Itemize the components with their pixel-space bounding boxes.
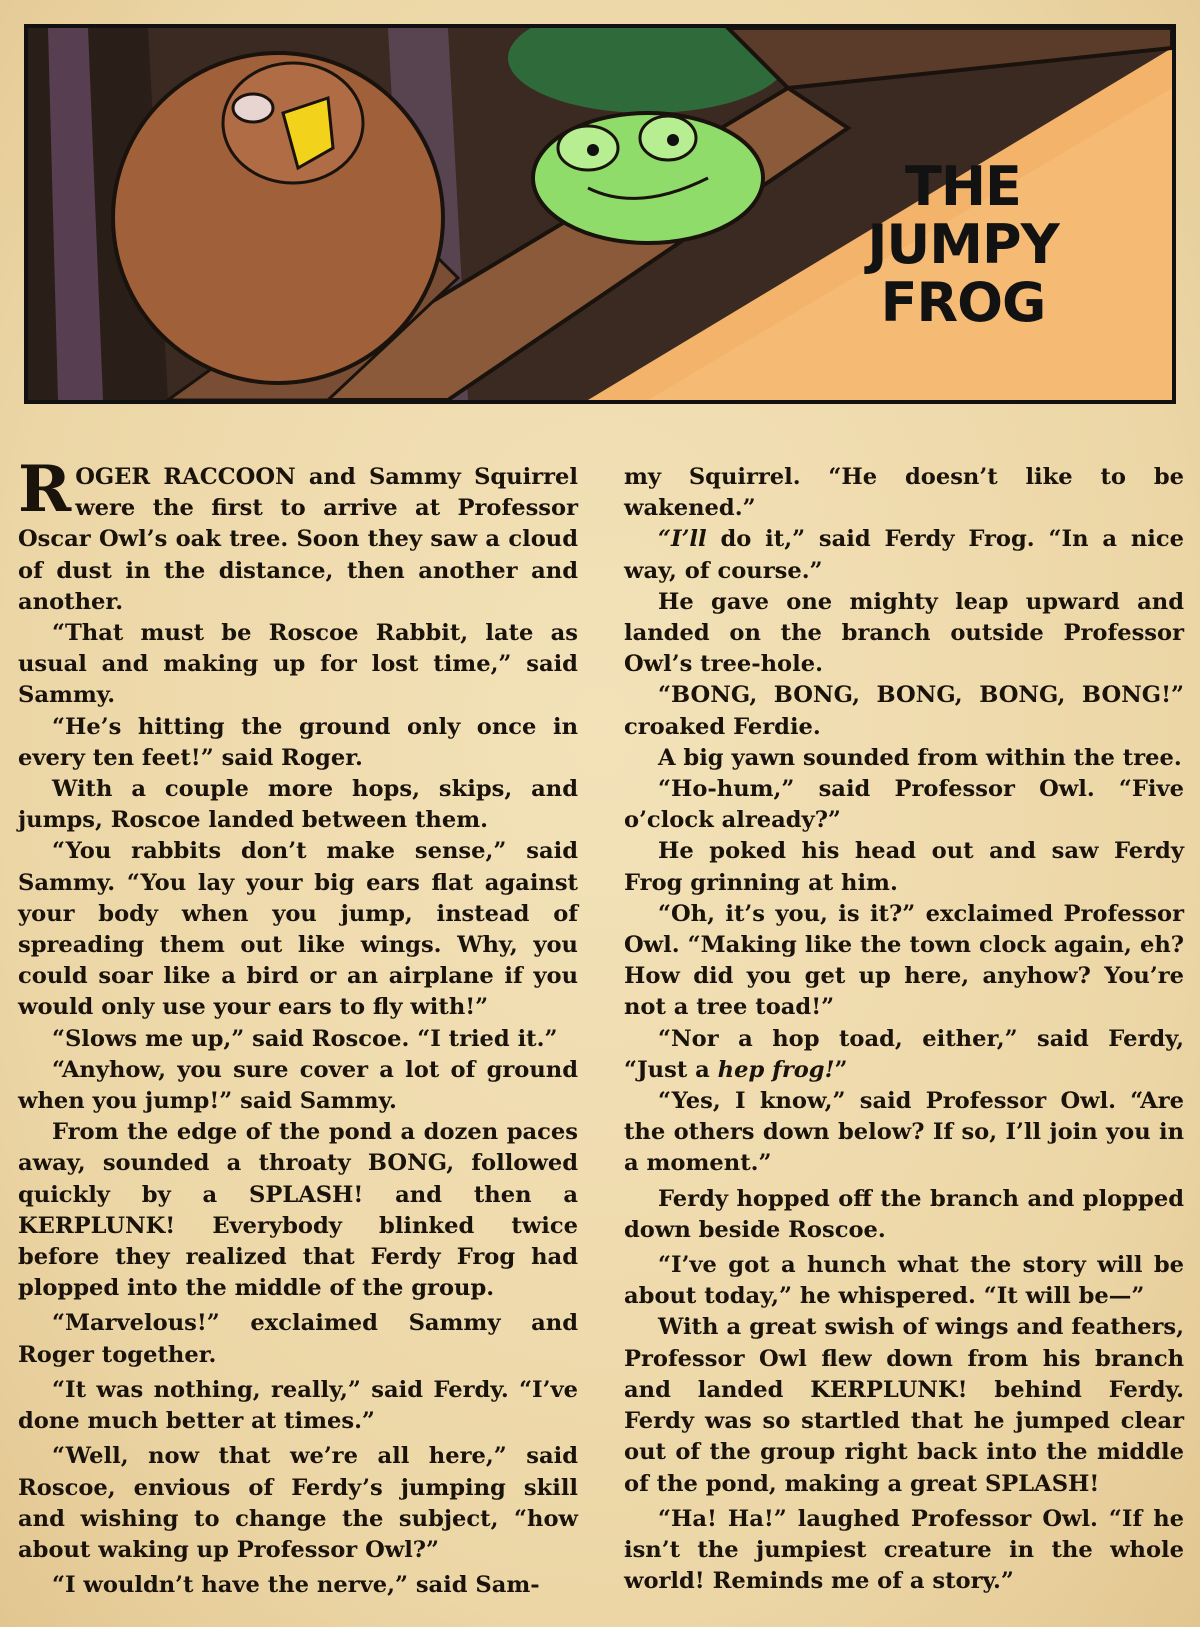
paragraph: A big yawn sounded from within the tree. (658, 744, 1182, 771)
paragraph (624, 1024, 1184, 1086)
lead-words: OGER RACCOON (75, 464, 296, 490)
paragraph: my Squirrel. “He doesn’t like to be wakened.” (624, 464, 1184, 522)
title-panel (24, 24, 1176, 404)
paragraph (624, 524, 1184, 586)
paragraph: He gave one mighty leap upward and landed on the branch outside Professor Owl’s tree-hole. (624, 588, 1184, 678)
paragraph: “Well, now that we’re all here,” said Roscoe, envious of Ferdy’s jumping skill and wishing to change the subject, “how about waking up Professor Owl?” (18, 1443, 578, 1563)
paragraph: “You rabbits don’t make sense,” said Sammy. “You lay your big ears flat against your body when you jump, instead of spreading them out like wings. Why, you could soar like a bird or an airplane if you would only use your ears to fly with!” (18, 838, 578, 1021)
title-line: JUMPY (867, 213, 1059, 276)
paragraph: Ferdy hopped off the branch and plopped down beside Roscoe. (624, 1185, 1184, 1243)
story-columns (18, 452, 1184, 1612)
paragraph: From the edge of the pond a dozen paces away, sounded a throaty BONG, followed quickly by a SPLASH! and then a KERPLUNK! Everybody blinked twice before they realized that Ferdy Frog had plopped into the middle of the group. (18, 1119, 578, 1302)
paragraph: “Oh, it’s you, is it?” exclaimed Professor Owl. “Making like the town clock again, eh? How did you get up here, anyhow? You’re not a tree toad!” (624, 900, 1184, 1021)
story-title (828, 155, 1098, 334)
right-column (624, 462, 1184, 1612)
paragraph: “I’ve got a hunch what the story will be about today,” he whispered. “It will be—” (624, 1252, 1184, 1310)
paragraph: “Ho-hum,” said Professor Owl. “Five o’clock already?” (624, 776, 1184, 834)
paragraph: “He’s hitting the ground only once in every ten feet!” said Roger. (18, 713, 578, 771)
paragraph: “BONG, BONG, BONG, BONG, BONG!” croaked Ferdie. (624, 682, 1184, 740)
paragraph: “I wouldn’t have the nerve,” said Sam- (52, 1572, 540, 1599)
paragraph: With a great swish of wings and feathers, Professor Owl flew down from his branch and landed KERPLUNK! behind Ferdy. Ferdy was so startled that he jumped clear out of the group right back into the middle of the pond, making a great SPLASH! (624, 1314, 1184, 1497)
paragraph-text: “Nor a hop toad, either,” said Ferdy, “Just a (624, 1025, 1184, 1083)
italic-text: hep frog! (717, 1056, 835, 1083)
paragraph: He poked his head out and saw Ferdy Frog grinning at him. (624, 838, 1184, 896)
paragraph-text: do it,” said Ferdy Frog. “In a nice way, of course.” (624, 526, 1184, 584)
paragraph: “It was nothing, really,” said Ferdy. “I’ve done much better at times.” (18, 1376, 578, 1435)
title-line: THE (905, 155, 1021, 218)
frog-pupil-left (587, 144, 599, 156)
paragraph: With a couple more hops, skips, and jumps, Roscoe landed between them. (18, 776, 578, 834)
paragraph (18, 452, 578, 618)
paragraph: “Yes, I know,” said Professor Owl. “Are the others down below? If so, I’ll join you in a moment.” (624, 1088, 1184, 1177)
italic-text: “I’ll (658, 526, 707, 553)
frog-pupil-right (667, 134, 679, 146)
paragraph: “That must be Roscoe Rabbit, late as usual and making up for lost time,” said Sammy. (18, 620, 578, 709)
paragraph: “Slows me up,” said Roscoe. “I tried it.” (52, 1025, 558, 1052)
paragraph-text: and Sammy Squirrel were the first to arrive at Professor Oscar Owl’s oak tree. Soon they saw a cloud of dust in the distance, then another and another. (18, 464, 578, 615)
paragraph: “Ha! Ha!” laughed Professor Owl. “If he isn’t the jumpiest creature in the whole world! Reminds me of a story.” (624, 1505, 1184, 1595)
owl-eye (233, 94, 273, 122)
drop-cap: R (18, 452, 72, 527)
paragraph: “Anyhow, you sure cover a lot of ground when you jump!” said Sammy. (18, 1056, 578, 1115)
paragraph-text: ” (834, 1056, 848, 1083)
paragraph: “Marvelous!” exclaimed Sammy and Roger together. (18, 1310, 578, 1368)
title-line: FROG (880, 271, 1046, 334)
left-column (18, 452, 578, 1612)
